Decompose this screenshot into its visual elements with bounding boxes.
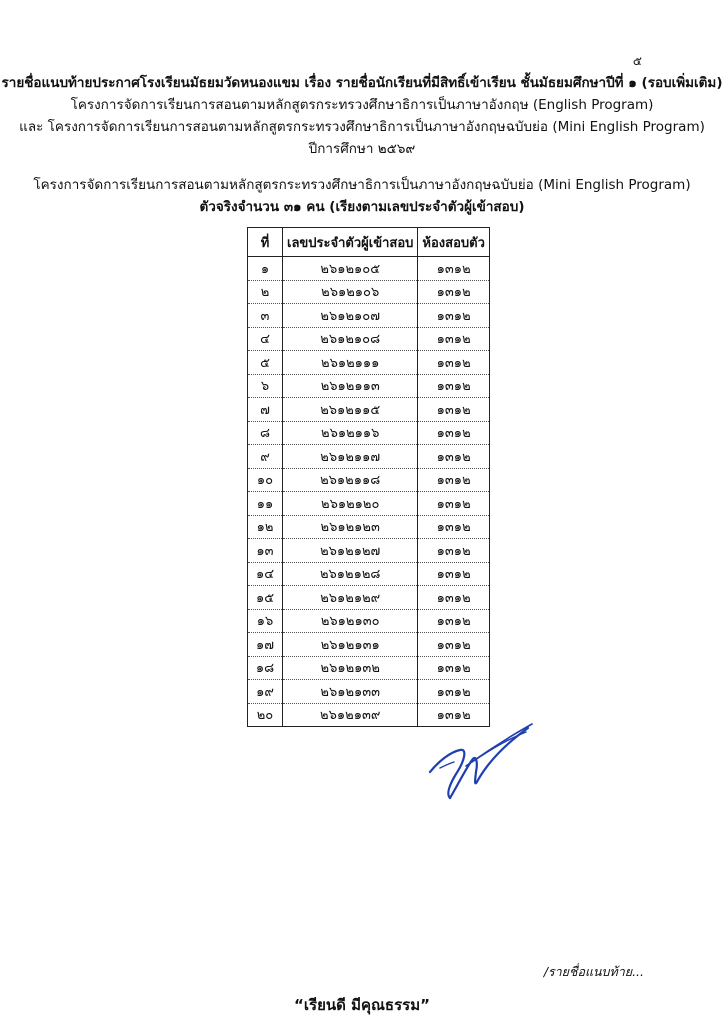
table-row (248, 257, 490, 281)
signature (420, 722, 535, 804)
row-room: ๑๓๑๒ (418, 609, 489, 633)
row-exam-id: ๒๖๑๒๑๑๗ (283, 445, 418, 469)
row-room: ๑๓๑๒ (418, 492, 489, 516)
table-row (248, 680, 490, 704)
student-list-table (247, 227, 490, 727)
row-no: ๑๔ (248, 562, 283, 586)
table-row (248, 492, 490, 516)
row-room: ๑๓๑๒ (418, 633, 489, 657)
row-exam-id: ๒๖๑๒๑๐๖ (283, 280, 418, 304)
row-exam-id: ๒๖๑๒๑๒๙ (283, 586, 418, 610)
row-no: ๗ (248, 398, 283, 422)
document-header (0, 72, 724, 160)
header-no: ที่ (248, 228, 283, 257)
row-no: ๕ (248, 351, 283, 375)
table-row (248, 351, 490, 375)
row-exam-id: ๒๖๑๒๑๑๑ (283, 351, 418, 375)
row-no: ๙ (248, 445, 283, 469)
row-no: ๑๑ (248, 492, 283, 516)
header-line-1: รายชื่อแนบท้ายประกาศโรงเรียนมัธยมวัดหนองแขม เรื่อง รายชื่อนักเรียนที่มีสิทธิ์เข้าเรียน ชั้นมัธยมศึกษาปีที่ ๑ (รอบเพิ่มเติม) (1, 75, 723, 91)
row-no: ๑๖ (248, 609, 283, 633)
table-row (248, 304, 490, 328)
row-no: ๑๓ (248, 539, 283, 563)
table-row (248, 656, 490, 680)
row-exam-id: ๒๖๑๒๑๓๙ (283, 703, 418, 727)
table-row (248, 374, 490, 398)
table-row (248, 398, 490, 422)
row-exam-id: ๒๖๑๒๑๑๖ (283, 421, 418, 445)
row-room: ๑๓๑๒ (418, 327, 489, 351)
header-exam-id: เลขประจำตัวผู้เข้าสอบ (283, 228, 418, 257)
table-row (248, 468, 490, 492)
row-room: ๑๓๑๒ (418, 421, 489, 445)
row-no: ๑๒ (248, 515, 283, 539)
row-exam-id: ๒๖๑๒๑๑๘ (283, 468, 418, 492)
row-room: ๑๓๑๒ (418, 280, 489, 304)
section-subtitle: ตัวจริงจำนวน ๓๑ คน (เรียงตามเลขประจำตัวผู้เข้าสอบ) (199, 199, 525, 215)
table-row (248, 539, 490, 563)
row-exam-id: ๒๖๑๒๑๓๒ (283, 656, 418, 680)
row-room: ๑๓๑๒ (418, 445, 489, 469)
row-exam-id: ๒๖๑๒๑๒๗ (283, 539, 418, 563)
row-exam-id: ๒๖๑๒๑๑๕ (283, 398, 418, 422)
row-no: ๑๕ (248, 586, 283, 610)
row-no: ๘ (248, 421, 283, 445)
school-motto: “เรียนดี มีคุณธรรม” (294, 996, 430, 1014)
page-number: ๕ (632, 54, 642, 68)
table-row (248, 327, 490, 351)
row-exam-id: ๒๖๑๒๑๒๓ (283, 515, 418, 539)
row-no: ๑๘ (248, 656, 283, 680)
header-room: ห้องสอบตัว (418, 228, 489, 257)
row-exam-id: ๒๖๑๒๑๐๘ (283, 327, 418, 351)
header-line-4: ปีการศึกษา ๒๕๖๙ (308, 141, 416, 157)
row-room: ๑๓๑๒ (418, 257, 489, 281)
row-room: ๑๓๑๒ (418, 374, 489, 398)
row-room: ๑๓๑๒ (418, 562, 489, 586)
row-exam-id: ๒๖๑๒๑๓๓ (283, 680, 418, 704)
row-exam-id: ๒๖๑๒๑๒๘ (283, 562, 418, 586)
row-room: ๑๓๑๒ (418, 351, 489, 375)
row-room: ๑๓๑๒ (418, 586, 489, 610)
table-row (248, 609, 490, 633)
table-row (248, 421, 490, 445)
row-room: ๑๓๑๒ (418, 656, 489, 680)
row-exam-id: ๒๖๑๒๑๒๐ (283, 492, 418, 516)
section-title: โครงการจัดการเรียนการสอนตามหลักสูตรกระทรวงศึกษาธิการเป็นภาษาอังกฤษฉบับย่อ (Mini English Program) (33, 177, 691, 193)
table-header-row (248, 228, 490, 257)
row-exam-id: ๒๖๑๒๑๑๓ (283, 374, 418, 398)
header-line-2: โครงการจัดการเรียนการสอนตามหลักสูตรกระทรวงศึกษาธิการเป็นภาษาอังกฤษ (English Program) (70, 97, 654, 113)
table-row (248, 562, 490, 586)
row-no: ๑ (248, 257, 283, 281)
footer-note: /รายชื่อแนบท้าย... (543, 964, 644, 979)
table-row (248, 515, 490, 539)
row-no: ๔ (248, 327, 283, 351)
row-exam-id: ๒๖๑๒๑๐๕ (283, 257, 418, 281)
row-no: ๑๙ (248, 680, 283, 704)
row-room: ๑๓๑๒ (418, 398, 489, 422)
row-no: ๒ (248, 280, 283, 304)
row-room: ๑๓๑๒ (418, 680, 489, 704)
row-room: ๑๓๑๒ (418, 515, 489, 539)
row-no: ๑๐ (248, 468, 283, 492)
row-exam-id: ๒๖๑๒๑๓๑ (283, 633, 418, 657)
header-line-3: และ โครงการจัดการเรียนการสอนตามหลักสูตรกระทรวงศึกษาธิการเป็นภาษาอังกฤษฉบับย่อ (Mini English Program) (19, 119, 705, 135)
row-exam-id: ๒๖๑๒๑๓๐ (283, 609, 418, 633)
table-row (248, 280, 490, 304)
table-row (248, 586, 490, 610)
table-row (248, 445, 490, 469)
row-room: ๑๓๑๒ (418, 468, 489, 492)
row-room: ๑๓๑๒ (418, 703, 489, 727)
row-no: ๑๗ (248, 633, 283, 657)
row-no: ๒๐ (248, 703, 283, 727)
row-room: ๑๓๑๒ (418, 539, 489, 563)
section-header (0, 174, 724, 218)
table-row (248, 633, 490, 657)
row-room: ๑๓๑๒ (418, 304, 489, 328)
row-no: ๓ (248, 304, 283, 328)
row-exam-id: ๒๖๑๒๑๐๗ (283, 304, 418, 328)
row-no: ๖ (248, 374, 283, 398)
